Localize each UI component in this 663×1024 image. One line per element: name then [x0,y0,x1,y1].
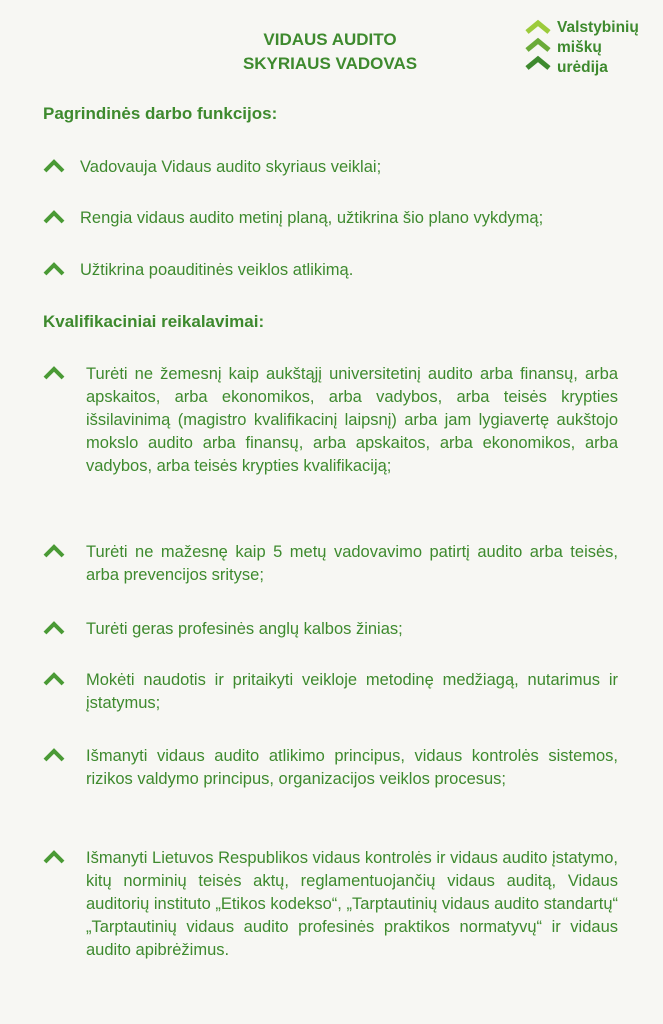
list-item-text: Vadovauja Vidaus audito skyriaus veiklai; [80,158,382,176]
page-title-line-1: VIDAUS AUDITO [263,30,397,49]
page-title [180,28,480,76]
page-title-line-2: SKYRIAUS VADOVAS [242,54,418,73]
list-item-text: Mokėti naudotis ir pritaikyti veikloje metodinę medžiagą, nutarimus ir įstatymus; [86,671,618,712]
tree-chevron-icon [43,748,65,762]
list-item-text: Išmanyti vidaus audito atlikimo principus, vidaus kontrolės sistemos, rizikos valdymo principus, organizacijos veiklos procesus; [86,747,618,788]
tree-chevrons-icon [524,18,554,74]
list-item-text: Užtikrina poauditinės veiklos atlikimą. [80,261,354,279]
logo-line-1: Valstybinių [557,19,639,36]
list-item-text: Rengia vidaus audito metinį planą, užtikrina šio plano vykdymą; [80,209,544,227]
logo-text [557,18,639,78]
tree-chevron-icon [43,262,65,276]
list-item-text: Turėti ne žemesnį kaip aukštąjį universitetinį audito arba finansų, arba apskaitos, arba ekonomikos, arba vadybos, arba teisės krypties išsilavinimą (magistro kvalifikacinį laipsnį) arba jam lygiavertę aukštojo mokslo audito arba finansų, arba apskaitos, arba ekonomikos, arba vadybos, arba teisės krypties kvalifikaciją; [86,365,618,475]
functions-heading: Pagrindinės darbo funkcijos: [43,104,278,123]
logo-line-3: urėdija [557,59,608,76]
list-item-text: Turėti ne mažesnę kaip 5 metų vadovavimo patirtį audito arba teisės, arba prevencijos srityse; [86,543,618,584]
tree-chevron-icon [43,159,65,173]
tree-chevron-icon [43,672,65,686]
requirements-heading: Kvalifikaciniai reikalavimai: [43,312,265,331]
tree-chevron-icon [43,544,65,558]
logo-line-2: miškų [557,39,602,56]
tree-chevron-icon [43,210,65,224]
list-item-text: Išmanyti Lietuvos Respublikos vidaus kontrolės ir vidaus audito įstatymo, kitų norminių teisės aktų, reglamentuojančių vidaus auditą, Vidaus auditorių instituto „Etikos kodekso“, „Tarptautinių vidaus audito standartų“ „Tarptautinių vidaus audito profesinės praktikos normatyvų“ ir vidaus audito apibrėžimus. [86,849,618,959]
tree-chevron-icon [43,621,65,635]
logo [524,18,654,78]
list-item-text: Turėti geras profesinės anglų kalbos žinias; [86,620,403,638]
tree-chevron-icon [43,366,65,380]
tree-chevron-icon [43,850,65,864]
